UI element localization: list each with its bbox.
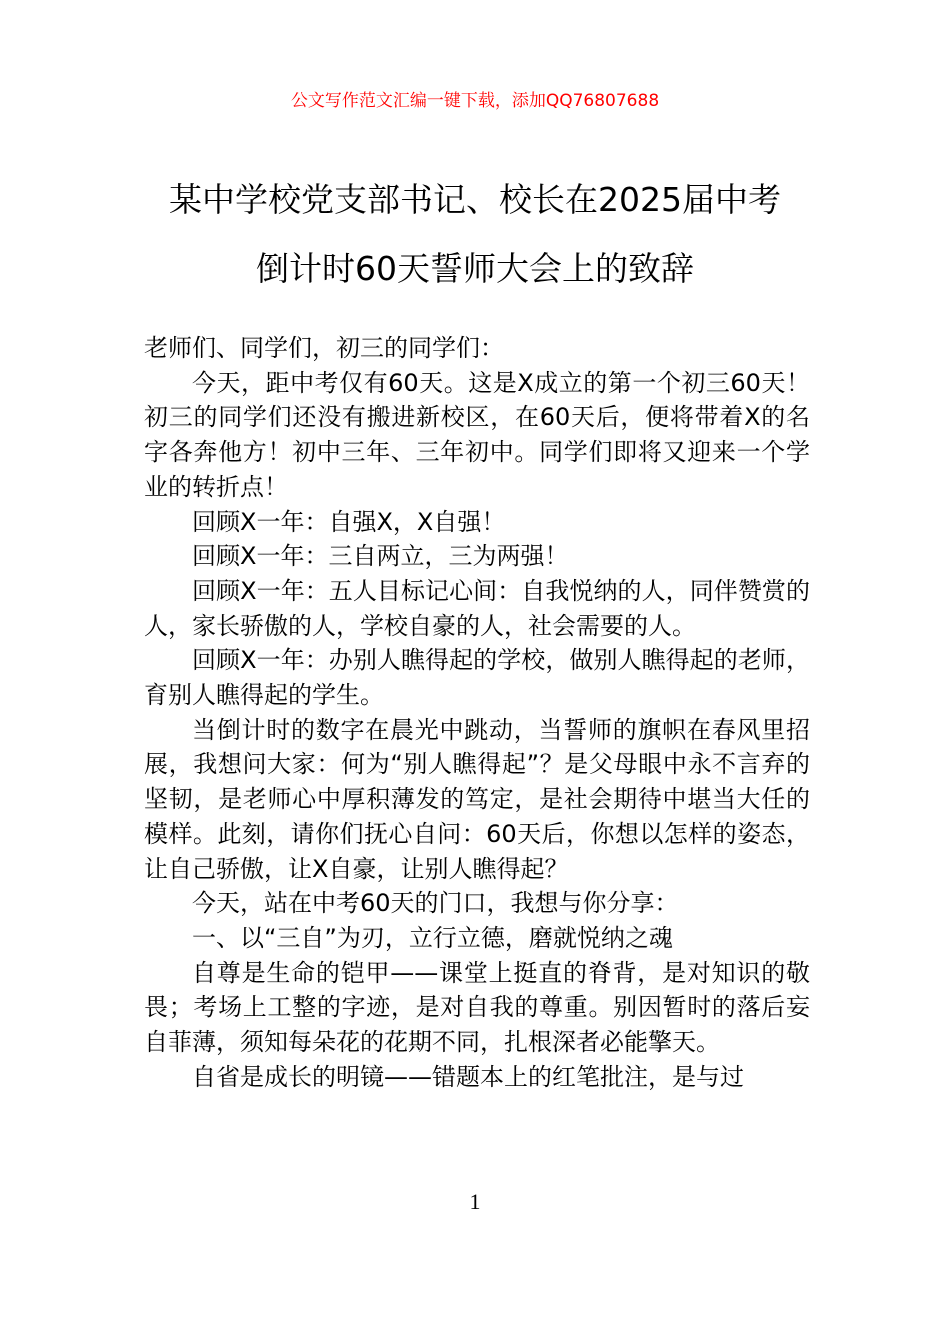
body-paragraph: 回顾X一年：自强X，X自强！	[192, 507, 506, 536]
document-title-line-2: 倒计时60天誓师大会上的致辞	[256, 249, 694, 288]
body-paragraph: 今天，距中考仅有60天。这是X成立的第一个初三60天！初三的同学们还没有搬进新校区，在60天后，便将带着X的名字各奔他方！初中三年、三年初中。同学们即将又迎来一个学业的转折点！	[144, 368, 810, 501]
section-heading: 一、以“三自”为刃，立行立德，磨就悦纳之魂	[192, 923, 673, 952]
salutation-paragraph: 老师们、同学们，初三的同学们：	[144, 334, 504, 362]
document-body	[144, 331, 810, 1094]
body-paragraph: 自尊是生命的铠甲——课堂上挺直的脊背，是对知识的敬畏；考场上工整的字迹，是对自我的尊重。别因暂时的落后妄自菲薄，须知每朵花的花期不同，扎根深者必能擎天。	[144, 958, 810, 1057]
header-download-note: 公文写作范文汇编一键下载，添加QQ76807688	[290, 91, 660, 111]
body-paragraph: 回顾X一年：三自两立，三为两强！	[192, 542, 569, 571]
body-paragraph: 回顾X一年：五人目标记心间：自我悦纳的人，同伴赞赏的人，家长骄傲的人，学校自豪的人，社会需要的人。	[144, 576, 810, 640]
body-paragraph: 今天，站在中考60天的门口，我想与你分享：	[192, 889, 679, 918]
body-paragraph: 回顾X一年：办别人瞧得起的学校，做别人瞧得起的老师，育别人瞧得起的学生。	[144, 646, 810, 710]
page-number: 1	[469, 1189, 481, 1214]
document-title-line-1: 某中学校党支部书记、校长在2025届中考	[169, 180, 781, 219]
body-paragraph: 当倒计时的数字在晨光中跳动，当誓师的旗帜在春风里招展，我想问大家：何为“别人瞧得起”？是父母眼中永不言弃的坚韧，是老师心中厚积薄发的笃定，是社会期待中堪当大任的模样。此刻，请你们抚心自问：60天后，你想以怎样的姿态，让自己骄傲，让X自豪，让别人瞧得起？	[144, 715, 810, 883]
body-paragraph: 自省是成长的明镜——错题本上的红笔批注，是与过	[192, 1062, 744, 1091]
